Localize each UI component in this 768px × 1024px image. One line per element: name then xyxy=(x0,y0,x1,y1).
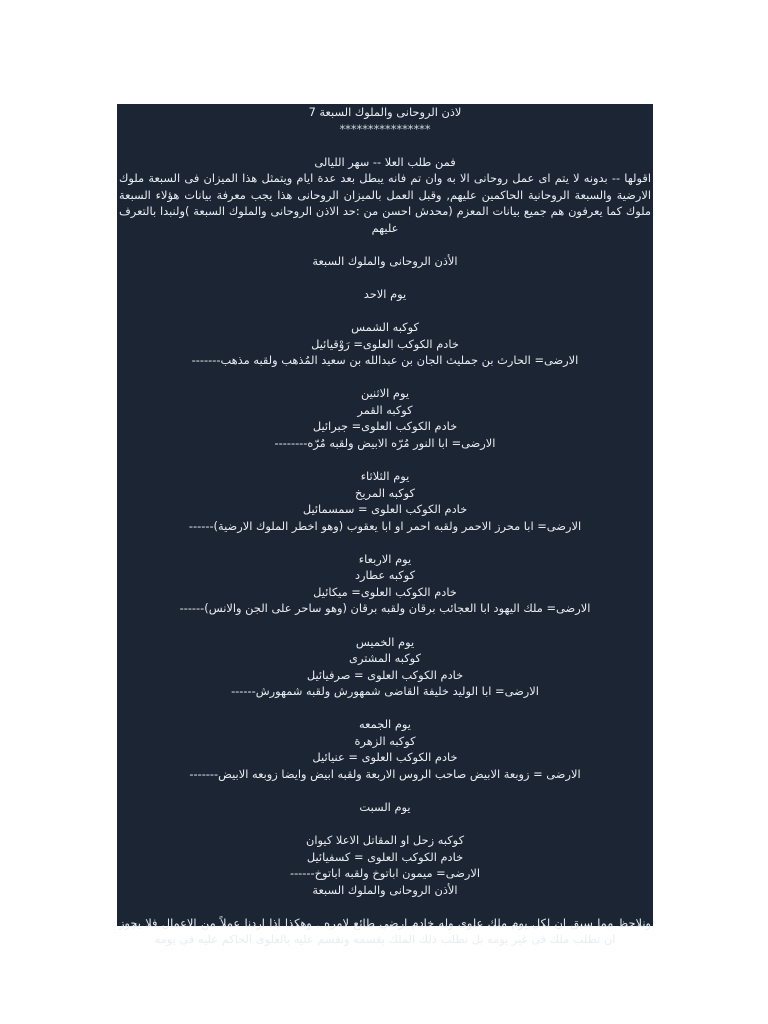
intro-paragraph: اقولها -- بدونه لا يتم اى عمل روحانى الا به وان تم فانه يبطل بعد عدة ايام ويتمثل هذا الميزان فى السبعة ملوك الارضية والسبعة الروحانية الحاكمين عليهم, وقبل العمل بالميزان الروحانى هذا يجب معرفة بيانات هؤلاء السبعة ملوك كما يعرفون هم جميع بيانات المعزم (محدش احسن من :حد الاذن الروحانى والملوك السبعة )ولنبدا بالتعرف عليهم xyxy=(119,171,651,235)
day-servant: خادم الكوكب العلوى= رَوْقيائيل xyxy=(311,336,459,351)
spacer xyxy=(117,369,653,386)
day-servant: خادم الكوكب العلوى= جبرائيل xyxy=(312,419,458,434)
day-planet: كوكبه القمر xyxy=(357,402,413,417)
day-earthly-king: الارضى = زوبعة الابيض صاحب الروس الاربعة ولقبه ابيض وايضا زوبعه الابيض------- xyxy=(189,766,581,781)
day-earthly-king: الارضى= الحارث بن جمليث الجان بن عبدالله بن سعيد المُذهب ولقبه مذهب------- xyxy=(191,353,579,368)
day-planet: كوكبه عطارد xyxy=(354,568,416,583)
day-name: يوم الاحد xyxy=(363,287,407,302)
day-servant: خادم الكوكب العلوى = عنيائيل xyxy=(312,750,458,765)
day-block-friday xyxy=(117,716,653,782)
day-planet: كوكبه الزهرة xyxy=(354,733,416,748)
day-block-sunday xyxy=(117,286,653,369)
spacer xyxy=(117,617,653,634)
day-block-thursday xyxy=(117,634,653,700)
spacer xyxy=(117,451,653,468)
day-earthly-king: الارضى= ابا النور مُرّه الابيض ولقبه مُرّه-------- xyxy=(274,435,496,450)
section-heading: الأذن الروحانى والملوك السبعة xyxy=(312,253,458,268)
spacer xyxy=(117,816,653,833)
day-name: يوم الاربعاء xyxy=(358,551,412,566)
spacer xyxy=(117,898,653,915)
day-earthly-king: الارضى= ابا الوليد خليفة القاضى شمهورش ولقبه شمهورش------ xyxy=(231,684,539,699)
intro-heading: فمن طلب العلا -- سهر الليالى xyxy=(314,154,456,169)
day-block-monday xyxy=(117,385,653,451)
day-planet: كوكبه زحل او المقاتل الاعلا كيوان xyxy=(306,833,464,848)
title-separator: **************** xyxy=(339,121,431,136)
spacer xyxy=(117,700,653,717)
day-name: يوم الثلاثاء xyxy=(360,469,410,484)
day-earthly-king: الارضى= ملك اليهود ابا العجائب برقان ولقبه برقان (وهو ساحر على الجن والانس)------ xyxy=(179,601,591,616)
day-block-saturday xyxy=(117,799,653,882)
day-name: يوم الاثنين xyxy=(360,386,410,401)
spacer xyxy=(117,236,653,253)
spacer xyxy=(117,534,653,551)
day-name: يوم الجمعه xyxy=(359,717,411,732)
day-servant: خادم الكوكب العلوى= ميكائيل xyxy=(313,584,457,599)
closing-heading: الأذن الروحانى والملوك السبعة xyxy=(312,882,458,897)
day-earthly-king: الارضى= ميمون اباتوخ ولقبه اباتوخ------ xyxy=(289,866,481,881)
document-title: لاذن الروحانى والملوك السبعة 7 xyxy=(308,105,462,119)
spacer xyxy=(117,303,653,320)
day-block-tuesday xyxy=(117,468,653,534)
spacer xyxy=(117,269,653,286)
day-servant: خادم الكوكب العلوى = صرفيائيل xyxy=(306,667,464,682)
spacer xyxy=(117,137,653,154)
day-planet: كوكبه المشترى xyxy=(349,651,421,666)
closing-paragraph: ونلاحظ مما سبق ان لكل يوم ملك علوى وله خادم ارضى طائع لامره , وهكذا اذا اردنا عملاً من الاعمال فلا يجوز ان نطلب ملك فى غير يومه بل نطلب ذلك الملك بقسمه ونقسم عليه بالعلوى الحاكم عليه فى يومه xyxy=(119,915,651,947)
document-page xyxy=(117,104,653,947)
day-servant: خادم الكوكب العلوى = سمسمائيل xyxy=(302,502,468,517)
day-name: يوم الخميس xyxy=(355,634,415,649)
day-planet: كوكبه الشمس xyxy=(351,320,419,335)
spacer xyxy=(117,782,653,799)
day-block-wednesday xyxy=(117,551,653,617)
day-earthly-king: الارضى= ابا محرز الاحمر ولقبه احمر او ابا يعقوب (وهو اخطر الملوك الارضية)------ xyxy=(188,518,582,533)
day-name: يوم السبت xyxy=(359,799,411,814)
day-servant: خادم الكوكب العلوى = كسفيائيل xyxy=(306,849,464,864)
day-planet: كوكبه المريخ xyxy=(355,485,415,500)
